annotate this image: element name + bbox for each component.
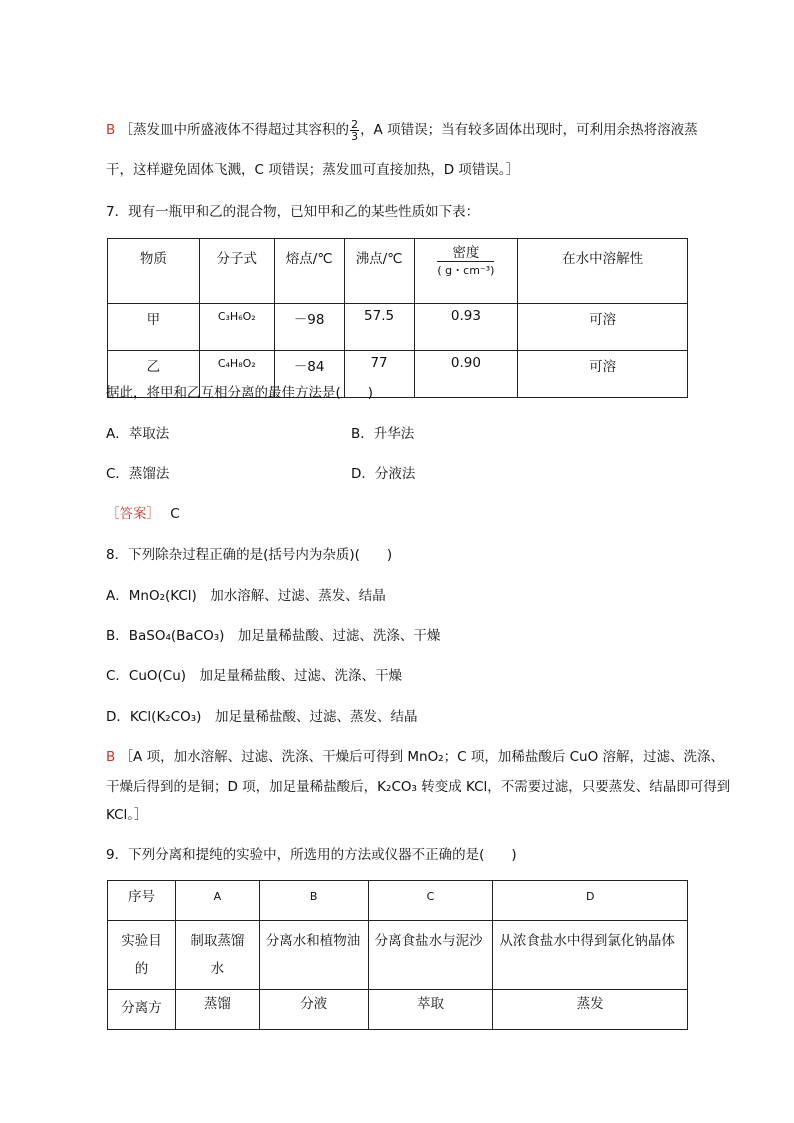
q8-expl-text-1: ［A 项，加水溶解、过滤、洗涤、干燥后可得到 MnO₂；C 项，加稀盐酸后 CuO 溶解，过滤、洗涤、 (119, 749, 725, 765)
table-row (108, 304, 688, 351)
answer-label: ［答案］ (106, 506, 160, 522)
q7-stem: 7．现有一瓶甲和乙的混合物，已知甲和乙的某些性质如下表： (106, 204, 480, 220)
q6-explanation-line2: 干，这样避免固体飞溅，C 项错误；蒸发皿可直接加热，D 项错误。］ (106, 162, 520, 178)
cell-substance: 甲 (108, 304, 200, 351)
q9-stem: 9．下列分离和提纯的实验中，所选用的方法或仪器不正确的是( ) (106, 847, 517, 863)
cell-purpose-d: 从浓食盐水中得到氯化钠晶体 (493, 921, 688, 990)
cell-boiling: 77 (344, 351, 414, 398)
header-density: 密度 ( g・cm⁻³) (414, 239, 518, 304)
header-c: C (368, 881, 493, 921)
header-boiling-point: 沸点/℃ (344, 239, 414, 304)
cell-substance: 乙 (108, 351, 200, 398)
cell-melting: －84 (274, 351, 344, 398)
cell-method-c: 萃取 (368, 990, 493, 1030)
cell-density: 0.93 (414, 304, 518, 351)
header-b: B (259, 881, 368, 921)
cell-density: 0.90 (414, 351, 518, 398)
cell-boiling: 57.5 (344, 304, 414, 351)
q7-option-a: A．萃取法 (106, 426, 170, 442)
header-a: A (175, 881, 259, 921)
q6-explanation-line1 (106, 118, 698, 142)
q9-table-header-row (108, 881, 688, 921)
cell-purpose-b: 分离水和植物油 (259, 921, 368, 990)
q9-experiment-table (107, 880, 688, 1030)
cell-method-a: 蒸馏 (175, 990, 259, 1030)
table-row (108, 921, 688, 990)
cell-method-b: 分液 (259, 990, 368, 1030)
cell-melting: －98 (274, 304, 344, 351)
q8-answer-letter: B (106, 749, 116, 765)
cell-purpose-c: 分离食盐水与泥沙 (368, 921, 493, 990)
q6-expl-text-a: ［蒸发皿中所盛液体不得超过其容积的 (119, 122, 350, 138)
answer-value: C (170, 506, 180, 522)
q7-answer (106, 502, 180, 522)
cell-formula: C₃H₆O₂ (199, 304, 274, 351)
q7-option-c: C．蒸馏法 (106, 466, 170, 482)
q8-explanation-line2: 干燥后得到的是铜；D 项，加足量稀盐酸后，K₂CO₃ 转变成 KCl，不需要过滤，只要蒸发、结晶即可得到 (106, 779, 731, 795)
fraction-two-thirds: $\frac{2}{3}$ (351, 117, 359, 143)
table-row (108, 990, 688, 1030)
q8-explanation-line3: KCl。］ (106, 807, 148, 823)
q7-option-d: D．分液法 (351, 466, 416, 482)
q8-option-c: C．CuO(Cu) 加足量稀盐酸、过滤、洗涤、干燥 (106, 668, 403, 684)
header-substance: 物质 (108, 239, 200, 304)
q6-expl-text-b: ，A 项错误；当有较多固体出现时，可利用余热将溶液蒸 (360, 122, 698, 138)
q8-option-b: B．BaSO₄(BaCO₃) 加足量稀盐酸、过滤、洗涤、干燥 (106, 628, 441, 644)
q7-option-b: B．升华法 (351, 426, 415, 442)
q7-properties-table (107, 238, 688, 398)
cell-formula: C₄H₈O₂ (199, 351, 274, 398)
row-label-purpose: 实验目的 (108, 921, 176, 990)
cell-purpose-a: 制取蒸馏水 (175, 921, 259, 990)
header-d: D (493, 881, 688, 921)
header-solubility: 在水中溶解性 (518, 239, 688, 304)
q8-explanation-line1 (106, 745, 724, 765)
header-formula: 分子式 (199, 239, 274, 304)
cell-method-d: 蒸发 (493, 990, 688, 1030)
header-number: 序号 (108, 881, 176, 921)
q7-table-header-row (108, 239, 688, 304)
cell-solubility: 可溶 (518, 351, 688, 398)
q7-follow-question: 据此，将甲和乙互相分离的最佳方法是( ) (106, 385, 374, 401)
q8-option-a: A．MnO₂(KCl) 加水溶解、过滤、蒸发、结晶 (106, 588, 386, 604)
q8-option-d: D．KCl(K₂CO₃) 加足量稀盐酸、过滤、蒸发、结晶 (106, 709, 418, 725)
q8-stem: 8．下列除杂过程正确的是(括号内为杂质)( ) (106, 547, 393, 563)
header-melting-point: 熔点/℃ (274, 239, 344, 304)
row-label-method: 分离方 (108, 990, 176, 1030)
cell-solubility: 可溶 (518, 304, 688, 351)
q6-answer-letter: B (106, 122, 116, 138)
